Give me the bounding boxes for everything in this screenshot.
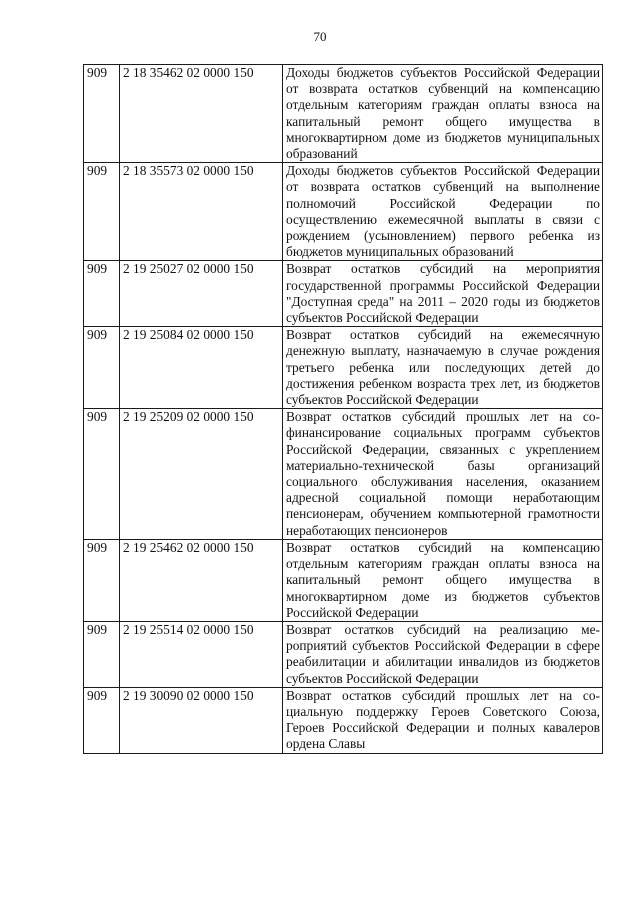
administrator-code-cell: 909	[84, 327, 120, 409]
revenue-name-cell: Возврат остатков субсидий на реализацию мероприятий субъектов Российской Федерации в сфере реабилитации и абилитации инвалидов из бюджетов субъектов Российской Федерации	[283, 621, 603, 687]
revenue-name-cell: Возврат остатков субсидий на мероприятия государственной программы Российской Федерации "Доступная среда" на 2011 – 2020 годы из бюджетов субъектов Российской Федерации	[283, 261, 603, 327]
budget-classification-table	[83, 64, 603, 754]
revenue-name-cell: Доходы бюджетов субъектов Российской Федерации от возврата остатков субвенций на компенсацию отдельным категориям граждан оплаты взноса на капитальный ремонт общего имущества в многоквартирном доме из бюджетов муниципальных образований	[283, 65, 603, 163]
budget-code-cell: 2 19 25084 02 0000 150	[120, 327, 283, 409]
administrator-code-cell: 909	[84, 65, 120, 163]
revenue-name-cell: Возврат остатков субсидий прошлых лет на софинансирование социальных программ субъектов Российской Федерации, связанных с укреплением материально-технической базы организаций социального обслуживания населения, оказанием адресной социальной помощи неработающим пенсионерам, обучением компьютерной грамотности неработающих пенсионеров	[283, 409, 603, 540]
budget-code-cell: 2 18 35462 02 0000 150	[120, 65, 283, 163]
table-row	[84, 163, 603, 261]
table-row	[84, 409, 603, 540]
revenue-name-cell: Возврат остатков субсидий на ежемесячную денежную выплату, назначаемую в случае рождения третьего ребенка или последующих детей до достижения ребенком возраста трех лет, из бюджетов субъектов Российской Федерации	[283, 327, 603, 409]
budget-code-cell: 2 19 25209 02 0000 150	[120, 409, 283, 540]
administrator-code-cell: 909	[84, 539, 120, 621]
budget-code-cell: 2 19 25462 02 0000 150	[120, 539, 283, 621]
page-number: 70	[313, 29, 327, 44]
administrator-code-cell: 909	[84, 163, 120, 261]
table-row	[84, 621, 603, 687]
administrator-code-cell: 909	[84, 687, 120, 753]
budget-code-cell: 2 19 25514 02 0000 150	[120, 621, 283, 687]
administrator-code-cell: 909	[84, 621, 120, 687]
budget-code-cell: 2 19 30090 02 0000 150	[120, 687, 283, 753]
table-row	[84, 327, 603, 409]
table-row	[84, 65, 603, 163]
revenue-name-cell: Возврат остатков субсидий прошлых лет на социальную поддержку Героев Советского Союза, Героев Российской Федерации и полных кавалеров ордена Славы	[283, 687, 603, 753]
administrator-code-cell: 909	[84, 409, 120, 540]
revenue-name-cell: Возврат остатков субсидий на компенсацию отдельным категориям граждан оплаты взноса на капитальный ремонт общего имущества в многоквартирном доме из бюджетов субъектов Российской Федерации	[283, 539, 603, 621]
revenue-name-cell: Доходы бюджетов субъектов Российской Федерации от возврата остатков субвенций на выполнение полномочий Российской Федерации по осуществлению ежемесячной выплаты в связи с рождением (усыновлением) первого ребенка из бюджетов муниципальных образований	[283, 163, 603, 261]
administrator-code-cell: 909	[84, 261, 120, 327]
budget-code-cell: 2 18 35573 02 0000 150	[120, 163, 283, 261]
budget-code-cell: 2 19 25027 02 0000 150	[120, 261, 283, 327]
table-row	[84, 687, 603, 753]
table-row	[84, 539, 603, 621]
table-row	[84, 261, 603, 327]
